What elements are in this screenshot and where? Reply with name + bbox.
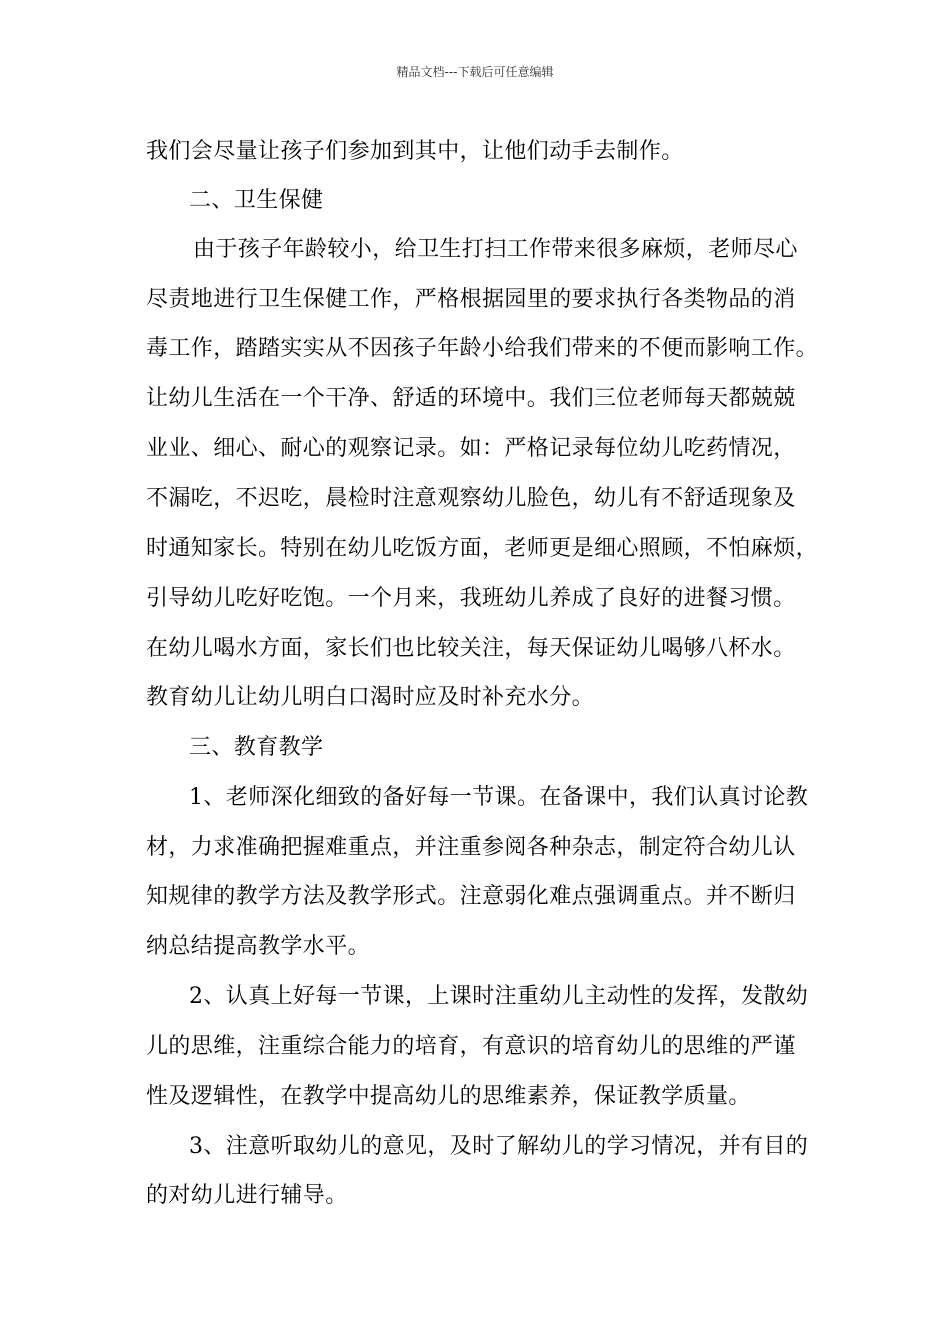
text-line: 不漏吃，不迟吃，晨检时注意观察幼儿脸色，幼儿有不舒适现象及 xyxy=(146,486,796,511)
text-line: 3、注意听取幼儿的意见，及时了解幼儿的学习情况，并有目的 xyxy=(189,1134,809,1159)
text-line: 材，力求准确把握难重点，并注重参阅各种杂志，制定符合幼儿认 xyxy=(146,835,796,860)
text-line: 由于孩子年龄较小，给卫生打扫工作带来很多麻烦，老师尽心 xyxy=(193,237,798,262)
text-line: 儿的思维，注重综合能力的培育，有意识的培育幼儿的思维的严谨 xyxy=(146,1034,796,1059)
section-heading-teaching: 三、教育教学 xyxy=(189,735,324,760)
text-line: 性及逻辑性，在教学中提高幼儿的思维素养，保证教学质量。 xyxy=(146,1084,751,1109)
text-line: 1、老师深化细致的备好每一节课。在备课中，我们认真讨论教 xyxy=(189,785,809,810)
page-header: 精品文档---下载后可任意编辑 xyxy=(396,65,554,79)
text-line: 时通知家长。特别在幼儿吃饭方面，老师更是细心照顾，不怕麻烦， xyxy=(146,536,819,561)
text-line: 在幼儿喝水方面，家长们也比较关注，每天保证幼儿喝够八杯水。 xyxy=(146,636,796,661)
text-line: 我们会尽量让孩子们参加到其中，让他们动手去制作。 xyxy=(146,139,684,164)
text-line: 教育幼儿让幼儿明白口渴时应及时补充水分。 xyxy=(146,685,595,710)
text-line: 2、认真上好每一节课，上课时注重幼儿主动性的发挥，发散幼 xyxy=(189,984,809,1009)
text-line: 让幼儿生活在一个干净、舒适的环境中。我们三位老师每天都兢兢 xyxy=(146,386,796,411)
text-line: 引导幼儿吃好吃饱。一个月来，我班幼儿养成了良好的进餐习惯。 xyxy=(146,586,796,611)
text-line: 知规律的教学方法及教学形式。注意弱化难点强调重点。并不断归 xyxy=(146,884,796,909)
section-heading-hygiene: 二、卫生保健 xyxy=(189,188,324,213)
text-line: 纳总结提高教学水平。 xyxy=(146,934,371,959)
text-line: 尽责地进行卫生保健工作，严格根据园里的要求执行各类物品的消 xyxy=(146,287,796,312)
text-line: 的对幼儿进行辅导。 xyxy=(146,1183,348,1208)
text-line: 业业、细心、耐心的观察记录。如：严格记录每位幼儿吃药情况， xyxy=(146,436,796,461)
text-line: 毒工作，踏踏实实从不因孩子年龄小给我们带来的不便而影响工作。 xyxy=(146,336,819,361)
